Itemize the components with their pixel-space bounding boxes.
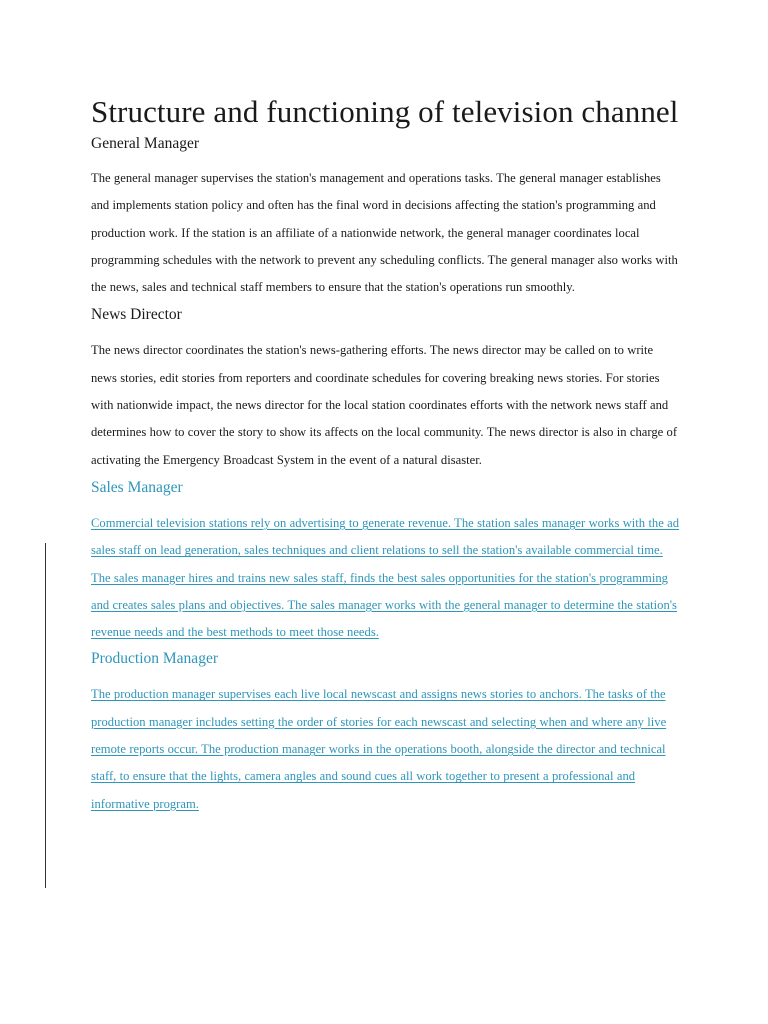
section-sales-manager bbox=[91, 478, 681, 646]
section-heading-link[interactable]: Sales Manager bbox=[91, 478, 183, 496]
section-heading: General Manager bbox=[91, 135, 200, 152]
document-title: Structure and functioning of television channel bbox=[91, 94, 679, 129]
section-general-manager bbox=[91, 134, 681, 301]
revision-change-bar bbox=[45, 543, 46, 888]
section-heading: News Director bbox=[91, 306, 182, 324]
section-paragraph-link[interactable]: The production manager supervises each live local newscast and assigns news stories to anchors. The tasks of the production manager includes setting the order of stories for each newscast and selecting when and where any live remote reports occur. The production manager works in the operations booth, alongside the director and technical staff, to ensure that the lights, camera angles and sound cues all work together to present a professional and informative program. bbox=[91, 687, 667, 811]
section-paragraph-link[interactable]: Commercial television stations rely on advertising to generate revenue. The station sales manager works with the ad sales staff on lead generation, sales techniques and client relations to sell the station's available commercial time. The sales manager hires and trains new sales staff, finds the best sales opportunities for the station's programming and creates sales plans and objectives. The sales manager works with the general manager to determine the station's revenue needs and the best methods to meet those needs. bbox=[91, 515, 680, 640]
section-paragraph: The general manager supervises the station's management and operations tasks. The general manager establishes and implements station policy and often has the final word in decisions affecting the station's programming and production work. If the station is an affiliate of a nationwide network, the general manager coordinates local programming schedules with the network to prevent any scheduling conflicts. The general manager also works with the news, sales and technical staff members to ensure that the station's operations run smoothly. bbox=[91, 171, 678, 295]
document-page bbox=[91, 92, 681, 818]
section-news-director bbox=[91, 305, 681, 473]
section-production-manager bbox=[91, 649, 681, 817]
section-paragraph: The news director coordinates the station's news-gathering efforts. The news director may be called on to write news stories, edit stories from reporters and coordinate schedules for covering breaking news stories. For stories with nationwide impact, the news director for the local station coordinates efforts with the network news staff and determines how to cover the story to show its affects on the local community. The news director is also in charge of activating the Emergency Broadcast System in the event of a natural disaster. bbox=[91, 343, 678, 467]
section-heading-link[interactable]: Production Manager bbox=[91, 650, 218, 668]
